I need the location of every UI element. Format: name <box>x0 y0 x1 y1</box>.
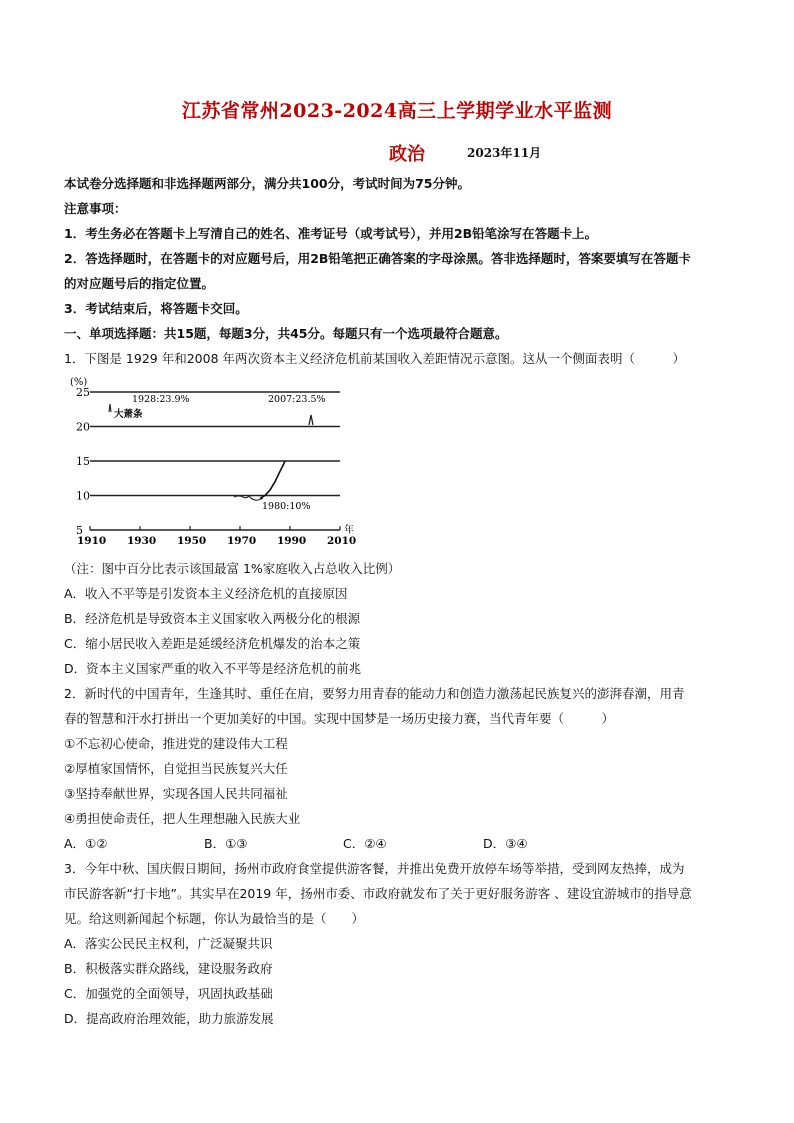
annotation-2007: 2007:23.5% <box>268 394 326 405</box>
q3-option-c[interactable]: C．加强党的全面领导，巩固执政基础 <box>64 986 273 1001</box>
q3-option-b[interactable]: B．积极落实群众路线，建设服务政府 <box>64 961 273 976</box>
x-tick-group <box>77 526 356 547</box>
y-tick-label: 5 <box>76 524 83 537</box>
intro-line: 本试卷分选择题和非选择题两部分，满分共100分，考试时间为75分钟。 <box>64 176 470 191</box>
y-tick-label: 25 <box>76 386 90 399</box>
exam-date: 2023年11月 <box>467 146 542 160</box>
y-tick-label: 20 <box>76 420 90 434</box>
curve-wiggle <box>234 496 263 500</box>
q1-stem: 1．下图是 1929 年和2008 年两次资本主义经济危机前某国收入差距情况示意图。这从一个侧面表明（ ） <box>64 351 685 366</box>
q2-statement-2: ②厚植家国情怀，自觉担当民族复兴大任 <box>64 761 288 776</box>
x-tick-label: 1910 <box>77 535 107 547</box>
y-tick-group <box>76 386 90 537</box>
q3-stem-line2: 市民游客新“打卡地”。其实早在2019 年，扬州市委、市政府就发布了关于更好服务游客 、建设宜游城市的指导意 <box>64 886 692 901</box>
income-gap-chart <box>64 368 364 558</box>
annotation-great-depression: 大萧条 <box>114 409 143 420</box>
y-axis-unit: (%) <box>70 377 88 388</box>
x-tick-label: 1950 <box>177 535 207 547</box>
reference-line-group <box>90 392 340 496</box>
series-line <box>260 461 285 498</box>
q3-stem-line1: 3．今年中秋、国庆假日期间，扬州市政府食堂提供游客餐，并推出免费开放停车场等举措，受到网友热捧，成为 <box>64 861 685 876</box>
q1-note: （注：图中百分比表示该国最富 1%家庭收入占总收入比例） <box>64 561 401 576</box>
q1-option-c[interactable]: C．缩小居民收入差距是延缓经济危机爆发的治本之策 <box>64 636 361 651</box>
notice-item-1: 1．考生务必在答题卡上写清自己的姓名、准考证号（或考试号），并用2B铅笔涂写在答题卡上。 <box>64 226 598 241</box>
notice-title: 注意事项： <box>64 201 127 216</box>
section-heading: 一、单项选择题：共15题，每题3分，共45分。每题只有一个选项最符合题意。 <box>64 326 508 341</box>
q2-stem-line1: 2．新时代的中国青年，生逢其时、重任在肩，要努力用青春的能动力和创造力激荡起民族复兴的澎湃春潮，用青 <box>64 686 685 701</box>
y-tick-label: 15 <box>76 455 90 468</box>
notice-item-2: 2．答选择题时，在答题卡的对应题号后，用2B铅笔把正确答案的字母涂黑。答非选择题时，答案要填写在答题卡 <box>64 251 691 266</box>
q3-option-a[interactable]: A．落实公民民主权利，广泛凝聚共识 <box>64 936 273 951</box>
notice-item-2-cont: 的对应题号后的指定位置。 <box>64 276 215 291</box>
q3-option-d[interactable]: D．提高政府治理效能，助力旅游发展 <box>64 1011 274 1026</box>
x-tick-label: 1970 <box>227 535 257 547</box>
subject-label: 政治 <box>389 144 425 165</box>
x-tick-label: 1930 <box>127 535 157 547</box>
y-tick-label: 10 <box>76 489 90 503</box>
spike-2007 <box>309 415 313 425</box>
x-tick-label: 1990 <box>277 535 307 547</box>
exam-title: 江苏省常州2023-2024高三上学期学业水平监测 <box>181 100 613 122</box>
q1-option-a[interactable]: A．收入不平等是引发资本主义经济危机的直接原因 <box>64 586 348 601</box>
q2-option-d[interactable]: D．③④ <box>483 836 528 851</box>
q2-statement-3: ③坚持奉献世界，实现各国人民共同福祉 <box>64 786 288 801</box>
annotation-1928: 1928:23.9% <box>132 394 190 405</box>
q2-statement-1: ①不忘初心使命，推进党的建设伟大工程 <box>64 736 288 751</box>
q1-option-b[interactable]: B．经济危机是导致资本主义国家收入两极分化的根源 <box>64 611 361 626</box>
q2-statement-4: ④勇担使命责任，把人生理想融入民族大业 <box>64 811 301 826</box>
annotation-1980: 1980:10% <box>262 501 311 512</box>
spike-1928 <box>109 404 111 412</box>
q1-option-d[interactable]: D．资本主义国家严重的收入不平等是经济危机的前兆 <box>64 661 362 676</box>
q3-stem-line3: 见。给这则新闻起个标题，你认为最恰当的是（ ） <box>64 911 365 926</box>
q2-option-b[interactable]: B．①③ <box>204 836 248 851</box>
q2-option-c[interactable]: C．②④ <box>343 836 387 851</box>
chart-svg <box>64 368 364 558</box>
x-tick-label: 2010 <box>327 535 357 547</box>
x-axis-label: 年 <box>344 525 354 536</box>
q2-option-a[interactable]: A．①② <box>64 836 108 851</box>
notice-item-3: 3．考试结束后，将答题卡交回。 <box>64 301 248 316</box>
q2-stem-line2: 春的智慧和汗水打拼出一个更加美好的中国。实现中国梦是一场历史接力赛，当代青年要（ ） <box>64 711 615 726</box>
